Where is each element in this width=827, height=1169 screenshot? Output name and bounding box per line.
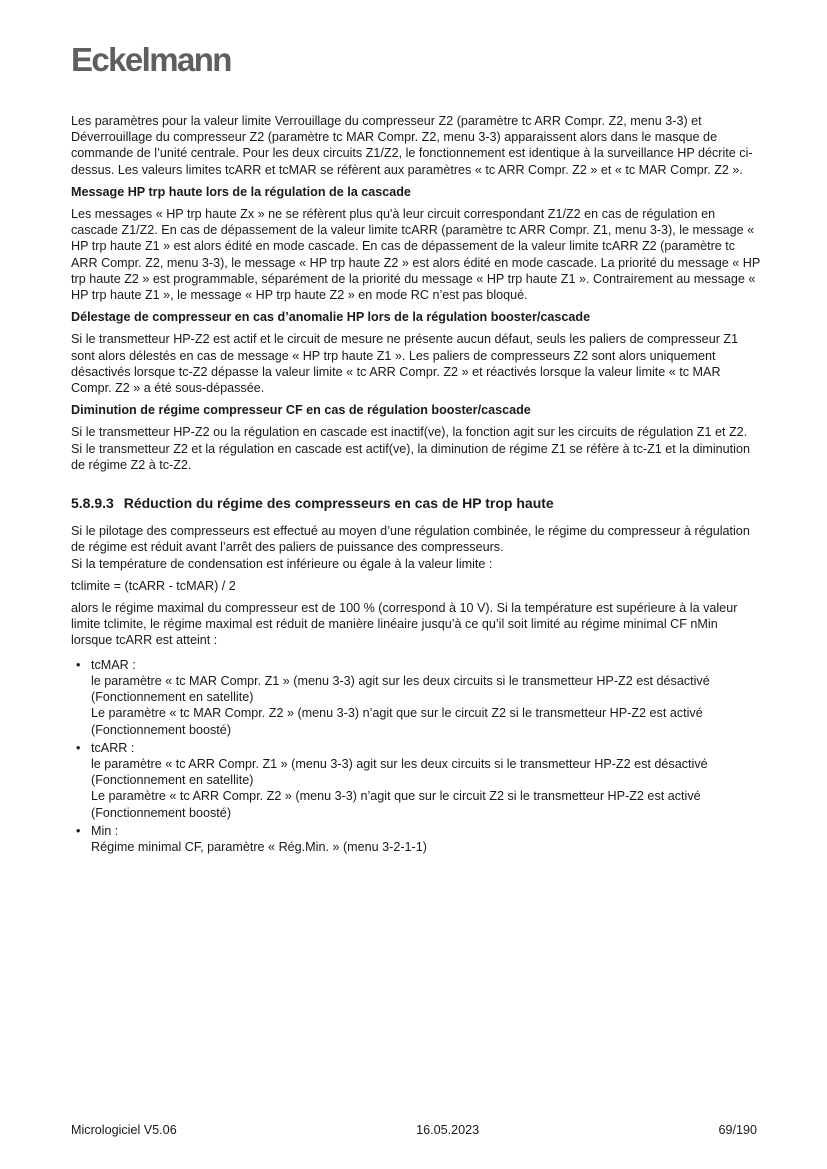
paragraph-hp-trp-haute: Les messages « HP trp haute Zx » ne se réfèrent plus qu'à leur circuit correspondant Z1/Z2 en cas de régulation en cascade Z1/Z2. En cas de dépassement de la valeur limite tcARR (paramètre tc ARR Compr. Z1, menu 3-3), le message « HP trp haute Z1 » est alors édité en mode cascade. En cas de dépassement de la valeur limite tcARR Z2 (paramètre tc ARR Compr. Z2, menu 3-3), le message « HP trp haute Z2 » est alors édité en mode cascade. La priorité du message « HP trp haute Z2 » est programmable, séparément de la priorité du message « HP trp haute Z1 ». Contrairement au message « HP trp haute Z1 », le message « HP trp haute Z2 » en mode RC n’est pas bloqué. [71, 207, 761, 303]
paragraph-diminution-regime: Si le transmetteur HP-Z2 ou la régulation en cascade est inactif(ve), la fonction agit sur les circuits de régulation Z1 et Z2. Si le transmetteur Z2 et la régulation en cascade est actif(ve), la diminution de régime Z1 se réfère à tc-Z1 et la diminution de régime Z2 à tc-Z2. [71, 425, 750, 472]
footer-firmware-version: Micrologiciel V5.06 [71, 1123, 177, 1137]
bullet-icon: • [76, 823, 81, 838]
list-line: Régime minimal CF, paramètre « Rég.Min. » (menu 3-2-1-1) [91, 839, 427, 854]
footer-date: 16.05.2023 [416, 1123, 480, 1137]
list-item [71, 657, 761, 738]
paragraph-regime-max: alors le régime maximal du compresseur est de 100 % (correspond à 10 V). Si la température est supérieure à la valeur limite tclimite, le régime maximal est réduit de manière linéaire jusqu’à ce qu’il soit limité au régime minimal CF nMin lorsque tcARR est atteint : [71, 601, 738, 648]
formula: tclimite = (tcARR - tcMAR) / 2 [71, 578, 236, 593]
paragraph-temperature: Si la température de condensation est inférieure ou égale à la valeur limite : [71, 556, 493, 571]
list-item [71, 740, 761, 821]
section-title: Réduction du régime des compresseurs en cas de HP trop haute [123, 495, 554, 512]
bullet-list [71, 657, 761, 855]
eckelmann-logo: Eckelmann [71, 41, 231, 78]
page-content [71, 113, 761, 857]
section-number: 5.8.9.3 [71, 495, 114, 512]
bullet-icon: • [76, 740, 81, 755]
heading-hp-trp-haute-cascade: Message HP trp haute lors de la régulation de la cascade [71, 184, 411, 199]
intro-paragraph: Les paramètres pour la valeur limite Verrouillage du compresseur Z2 (paramètre tc ARR Compr. Z2, menu 3-3) et Déverrouillage du compresseur Z2 (paramètre tc MAR Compr. Z2, menu 3-3) apparaissent alors dans le masque de commande de l’unité centrale. Pour les deux circuits Z1/Z2, le fonctionnement est identique à la surveillance HP décrite ci-dessus. Les valeurs limites tcARR et tcMAR se réfèrent aux paramètres « tc ARR Compr. Z2 » et « tc MAR Compr. Z2 ». [71, 114, 753, 177]
footer-page-number: 69/190 [718, 1123, 757, 1137]
list-term: tcMAR : [91, 657, 136, 672]
section-heading [71, 495, 761, 511]
list-term: Min : [91, 823, 119, 838]
paragraph-delestage: Si le transmetteur HP-Z2 est actif et le circuit de mesure ne présente aucun défaut, seuls les paliers de compresseur Z1 sont alors délestés en cas de message « HP trp haute Z1 ». Les paliers de compresseurs Z2 sont alors uniquement désactivés lorsque tc-Z2 dépasse la valeur limite « tc ARR Compr. Z2 » et réactivés lorsque la valeur limite « tc MAR Compr. Z2 » a été sous-dépassée. [71, 332, 739, 396]
heading-delestage: Délestage de compresseur en cas d’anomalie HP lors de la régulation booster/cascade [71, 310, 591, 325]
list-line: le paramètre « tc ARR Compr. Z1 » (menu 3-3) agit sur les deux circuits si le transmetteur HP-Z2 est désactivé (Fonctionnement en satellite) [91, 756, 708, 788]
heading-diminution-regime: Diminution de régime compresseur CF en cas de régulation booster/cascade [71, 403, 531, 418]
list-term: tcARR : [91, 740, 135, 755]
list-item [71, 823, 761, 855]
page-footer [71, 1123, 757, 1137]
list-line: Le paramètre « tc ARR Compr. Z2 » (menu 3-3) n’agit que sur le circuit Z2 si le transmetteur HP-Z2 est activé (Fonctionnement boosté) [91, 789, 701, 820]
paragraph-pilotage: Si le pilotage des compresseurs est effectué au moyen d’une régulation combinée, le régime du compresseur à régulation de régime est réduit avant l’arrêt des paliers de puissance des compresseurs. [71, 524, 750, 555]
list-line: le paramètre « tc MAR Compr. Z1 » (menu 3-3) agit sur les deux circuits si le transmetteur HP-Z2 est désactivé (Fonctionnement en satellite) [91, 673, 710, 705]
list-line: Le paramètre « tc MAR Compr. Z2 » (menu 3-3) n’agit que sur le circuit Z2 si le transmetteur HP-Z2 est activé (Fonctionnement boosté) [91, 706, 703, 737]
bullet-icon: • [76, 657, 81, 672]
